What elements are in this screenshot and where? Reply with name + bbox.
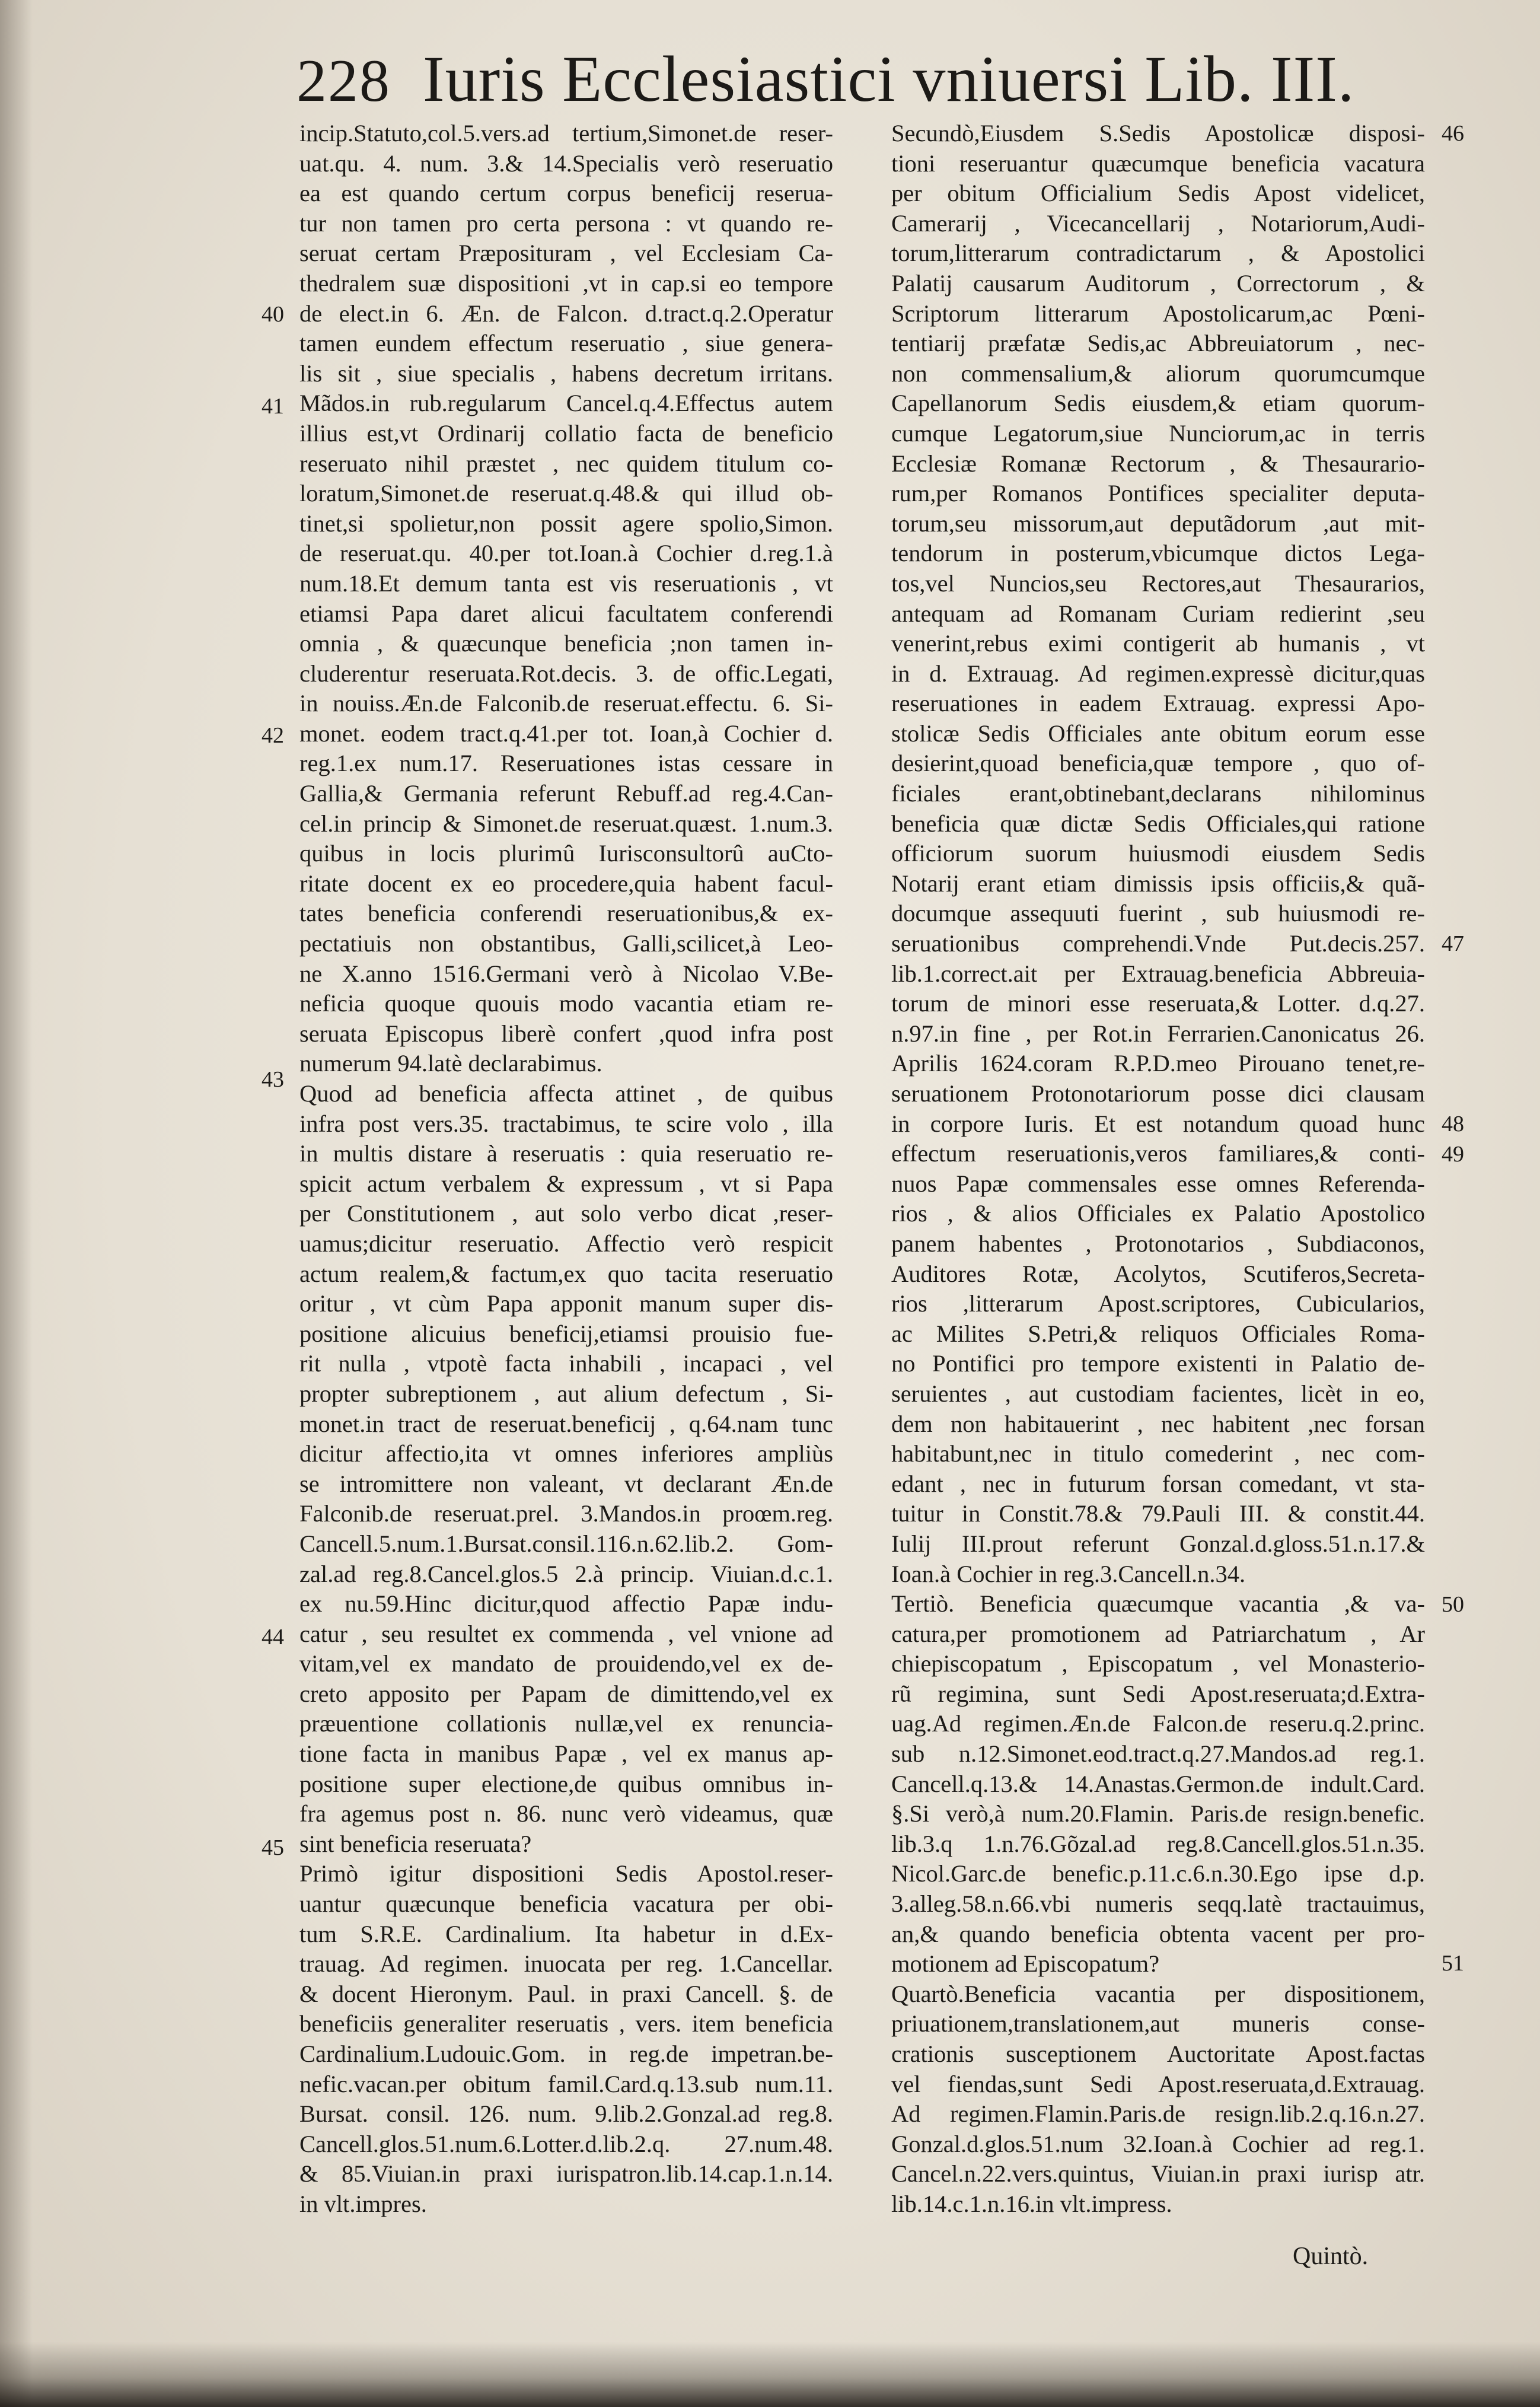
text-line: Ecclesiæ Romanæ Rectorum , & Thesaurario- bbox=[891, 450, 1425, 477]
text-line: monet. eodem tract.q.41.per tot. Ioan,à Cochier d. bbox=[299, 719, 833, 747]
text-line: Quod ad beneficia affecta attinet , de quibus bbox=[299, 1080, 833, 1107]
text-line: zal.ad reg.8.Cancel.glos.5 2.à princip. Viuian.d.c.1. bbox=[299, 1560, 833, 1587]
margin-number: 48 bbox=[1442, 1112, 1464, 1136]
text-line: pectatiuis non obstantibus, Galli,scilicet,à Leo- bbox=[299, 930, 833, 957]
margin-number: 44 bbox=[262, 1625, 284, 1650]
text-line: oritur , vt cùm Papa apponit manum super dis- bbox=[299, 1290, 833, 1317]
text-line: tendorum in posterum,vbicumque dictos Lega- bbox=[891, 540, 1425, 567]
text-line: Cancell.glos.51.num.6.Lotter.d.lib.2.q. 27.num.48. bbox=[299, 2130, 833, 2157]
text-line: spicit actum verbalem & expressum , vt si Papa bbox=[299, 1170, 833, 1197]
text-line: reseruato nihil præstet , nec quidem titulum co- bbox=[299, 450, 833, 477]
text-line: ea est quando certum corpus beneficij reserua- bbox=[299, 180, 833, 207]
text-line: uamus;dicitur reseruatio. Affectio verò respicit bbox=[299, 1230, 833, 1257]
text-line: an,& quando beneficia obtenta vacent per pro- bbox=[891, 1920, 1425, 1947]
page-gutter-shadow bbox=[0, 0, 33, 2407]
text-line: & 85.Viuian.in praxi iurispatron.lib.14.cap.1.n.14. bbox=[299, 2160, 833, 2188]
text-line: tioni reseruantur quæcumque beneficia vacatura bbox=[891, 149, 1425, 177]
text-line: loratum,Simonet.de reseruat.q.48.& qui illud ob- bbox=[299, 480, 833, 507]
text-line: Nicol.Garc.de benefic.p.11.c.6.n.30.Ego ipse d.p. bbox=[891, 1860, 1425, 1887]
text-line: officiorum suorum huiusmodi eiusdem Sedis bbox=[891, 840, 1425, 867]
text-line: §.Si verò,à num.20.Flamin. Paris.de resign.benefic. bbox=[891, 1800, 1425, 1827]
text-line: rit nulla , vtpotè facta inhabili , incapaci , vel bbox=[299, 1350, 833, 1377]
text-line: Iulij III.prout referunt Gonzal.d.gloss.51.n.17.& bbox=[891, 1530, 1425, 1557]
text-line: per obitum Officialium Sedis Apost videlicet, bbox=[891, 180, 1425, 207]
text-line: nefic.vacan.per obitum famil.Card.q.13.sub num.11. bbox=[299, 2070, 833, 2097]
text-line: de elect.in 6. Æn. de Falcon. d.tract.q.2.Operatur bbox=[299, 300, 833, 327]
text-line: effectum reseruationis,veros familiares,& conti- bbox=[891, 1140, 1425, 1167]
text-line: beneficiis generaliter reseruatis , vers. item beneficia bbox=[299, 2010, 833, 2037]
text-line: propter subreptionem , aut alium defectum , Si- bbox=[299, 1380, 833, 1407]
text-line: Primò igitur dispositioni Sedis Apostol.reser- bbox=[299, 1860, 833, 1887]
text-line: positione alicuius beneficij,etiamsi prouisio fue- bbox=[299, 1320, 833, 1347]
text-line: rios ,litterarum Apost.scriptores, Cubicularios, bbox=[891, 1290, 1425, 1317]
text-line: & docent Hieronym. Paul. in praxi Cancell. §. de bbox=[299, 1980, 833, 2007]
text-line: uag.Ad regimen.Æn.de Falcon.de reseru.q.2.princ. bbox=[891, 1710, 1425, 1737]
left-text-column bbox=[299, 119, 833, 2220]
text-line: Tertiò. Beneficia quæcumque vacantia ,& va- bbox=[891, 1590, 1425, 1618]
text-line: tates beneficia conferendi reseruationibus,& ex- bbox=[299, 900, 833, 927]
text-line: Camerarij , Vicecancellarij , Notariorum,Audi- bbox=[891, 209, 1425, 237]
text-line: Cancel.n.22.vers.quintus, Viuian.in praxi iurisp atr. bbox=[891, 2160, 1425, 2188]
text-line: Notarij erant etiam dimissis ipsis officiis,& quã- bbox=[891, 870, 1425, 897]
text-line: priuationem,translationem,aut muneris conse- bbox=[891, 2010, 1425, 2037]
text-line: tuitur in Constit.78.& 79.Pauli III. & constit.44. bbox=[891, 1500, 1425, 1527]
text-line: dem non habitauerint , nec habitent ,nec forsan bbox=[891, 1410, 1425, 1437]
margin-number: 40 bbox=[262, 302, 284, 327]
margin-number: 50 bbox=[1442, 1592, 1464, 1617]
text-line: ritate docent ex eo procedere,quia habent facul- bbox=[299, 870, 833, 897]
text-line: thedralem suæ dispositioni ,vt in cap.si eo tempore bbox=[299, 269, 833, 297]
text-line: edant , nec in futurum forsan comedant, vt sta- bbox=[891, 1470, 1425, 1497]
text-line: in vlt.impres. bbox=[299, 2190, 427, 2217]
text-line: cel.in princip & Simonet.de reseruat.quæst. 1.num.3. bbox=[299, 810, 833, 837]
text-line: infra post vers.35. tractabimus, te scire volo , illa bbox=[299, 1110, 833, 1137]
right-text-column bbox=[891, 119, 1425, 2220]
page-header bbox=[296, 42, 1423, 113]
text-line: seruientes , aut custodiam facientes, licèt in eo, bbox=[891, 1380, 1425, 1407]
text-line: antequam ad Romanam Curiam redierint ,seu bbox=[891, 600, 1425, 627]
text-line: catur , seu resultet ex commenda , vel vnione ad bbox=[299, 1620, 833, 1647]
text-line: Bursat. consil. 126. num. 9.lib.2.Gonzal.ad reg.8. bbox=[299, 2100, 833, 2128]
text-line: ne X.anno 1516.Germani verò à Nicolao V.Be- bbox=[299, 960, 833, 987]
text-line: lis sit , siue specialis , habens decretum irritans. bbox=[299, 359, 833, 387]
margin-number: 45 bbox=[262, 1835, 284, 1860]
text-line: seruationem Protonotariorum posse dici clausam bbox=[891, 1080, 1425, 1107]
text-line: Quartò.Beneficia vacantia per dispositionem, bbox=[891, 1980, 1425, 2007]
text-line: fra agemus post n. 86. nunc verò videamus, quæ bbox=[299, 1800, 833, 1827]
text-line: uat.qu. 4. num. 3.& 14.Specialis verò reseruatio bbox=[299, 149, 833, 177]
text-line: lib.14.c.1.n.16.in vlt.impress. bbox=[891, 2190, 1172, 2217]
text-line: sint beneficia reseruata? bbox=[299, 1830, 532, 1857]
text-line: panem habentes , Protonotarios , Subdiaconos, bbox=[891, 1230, 1425, 1257]
text-line: seruationibus comprehendi.Vnde Put.decis.257. bbox=[891, 930, 1425, 957]
text-line: tur non tamen pro certa persona : vt quando re- bbox=[299, 209, 833, 237]
text-line: vel fiendas,sunt Sedi Apost.reseruata,d.Extrauag. bbox=[891, 2070, 1425, 2097]
text-line: etiamsi Papa daret alicui facultatem conferendi bbox=[299, 600, 833, 627]
text-line: Mãdos.in rub.regularum Cancel.q.4.Effectus autem bbox=[299, 390, 833, 417]
text-line: rios , & alios Officiales ex Palatio Apostolico bbox=[891, 1200, 1425, 1227]
text-line: præuentione collationis nullæ,vel ex renuncia- bbox=[299, 1710, 833, 1737]
text-line: positione super electione,de quibus omnibus in- bbox=[299, 1770, 833, 1797]
text-line: Capellanorum Sedis eiusdem,& etiam quorum- bbox=[891, 390, 1425, 417]
text-line: ficiales erant,obtinebant,declarans nihilominus bbox=[891, 780, 1425, 807]
text-line: tos,vel Nuncios,seu Rectores,aut Thesaurarios, bbox=[891, 569, 1425, 597]
text-line: sub n.12.Simonet.eod.tract.q.27.Mandos.ad reg.1. bbox=[891, 1740, 1425, 1768]
text-line: tinet,si spolietur,non possit agere spolio,Simon. bbox=[299, 510, 833, 537]
text-line: incip.Statuto,col.5.vers.ad tertium,Simonet.de reser- bbox=[299, 120, 833, 147]
text-line: actum realem,& factum,ex quo tacita reseruatio bbox=[299, 1260, 833, 1287]
text-line: reseruationes in eadem Extrauag. expressi Apo- bbox=[891, 690, 1425, 717]
text-line: in multis distare à reseruatis : quia reseruatio re- bbox=[299, 1140, 833, 1167]
text-line: Scriptorum litterarum Apostolicarum,ac Pœni- bbox=[891, 300, 1425, 327]
text-line: catura,per promotionem ad Patriarchatum , Ar bbox=[891, 1620, 1425, 1647]
running-title: Iuris Ecclesiastici vniuersi Lib. III. bbox=[423, 43, 1355, 115]
text-line: lib.1.correct.ait per Extrauag.beneficia Abbreuia- bbox=[891, 960, 1425, 987]
text-line: in nouiss.Æn.de Falconib.de reseruat.effectu. 6. Si- bbox=[299, 690, 833, 717]
page-number: 228 bbox=[296, 47, 391, 114]
text-line: Cancell.q.13.& 14.Anastas.Germon.de indult.Card. bbox=[891, 1770, 1425, 1797]
text-line: reg.1.ex num.17. Reseruationes istas cessare in bbox=[299, 750, 833, 777]
text-line: cluderentur reseruata.Rot.decis. 3. de offic.Legati, bbox=[299, 660, 833, 687]
text-line: uantur quæcunque beneficia vacatura per obi- bbox=[299, 1890, 833, 1918]
text-line: crationis susceptionem Auctoritate Apost.factas bbox=[891, 2040, 1425, 2067]
text-line: nuos Papæ commensales esse omnes Referenda- bbox=[891, 1170, 1425, 1197]
text-line: Palatij causarum Auditorum , Correctorum , & bbox=[891, 269, 1425, 297]
text-line: tione facta in manibus Papæ , vel ex manus ap- bbox=[299, 1740, 833, 1768]
text-line: seruat certam Præposituram , vel Ecclesiam Ca- bbox=[299, 240, 833, 267]
text-line: lib.3.q 1.n.76.Gõzal.ad reg.8.Cancell.glos.51.n.35. bbox=[891, 1830, 1425, 1857]
text-line: torum,seu missorum,aut deputãdorum ,aut mit- bbox=[891, 510, 1425, 537]
text-line: per Constitutionem , aut solo verbo dicat ,reser- bbox=[299, 1200, 833, 1227]
text-line: documque assequuti fuerint , sub huiusmodi re- bbox=[891, 900, 1425, 927]
text-line: in d. Extrauag. Ad regimen.expressè dicitur,quas bbox=[891, 660, 1425, 687]
text-line: venerint,rebus eximi contigerit ab humanis , vt bbox=[891, 630, 1425, 657]
text-line: Ioan.à Cochier in reg.3.Cancell.n.34. bbox=[891, 1560, 1246, 1587]
text-line: n.97.in fine , per Rot.in Ferrarien.Canonicatus 26. bbox=[891, 1020, 1425, 1047]
text-line: desierint,quoad beneficia,quæ tempore , quo of- bbox=[891, 750, 1425, 777]
text-line: de reseruat.qu. 40.per tot.Ioan.à Cochier d.reg.1.à bbox=[299, 540, 833, 567]
text-line: illius est,vt Ordinarij collatio facta de beneficio bbox=[299, 419, 833, 447]
text-line: Cardinalium.Ludouic.Gom. in reg.de impetran.be- bbox=[299, 2040, 833, 2067]
text-line: chiepiscopatum , Episcopatum , vel Monasterio- bbox=[891, 1650, 1425, 1677]
text-line: creto apposito per Papam de dimittendo,vel ex bbox=[299, 1680, 833, 1707]
text-line: se intromittere non valeant, vt declarant Æn.de bbox=[299, 1470, 833, 1497]
text-line: num.18.Et demum tanta est vis reseruationis , vt bbox=[299, 569, 833, 597]
text-line: ac Milites S.Petri,& reliquos Officiales Roma- bbox=[891, 1320, 1425, 1347]
text-line: quibus in locis plurimû Iurisconsultorû auCto- bbox=[299, 840, 833, 867]
text-line: omnia , & quæcunque beneficia ;non tamen in- bbox=[299, 630, 833, 657]
text-line: cumque Legatorum,siue Nunciorum,ac in terris bbox=[891, 419, 1425, 447]
text-line: Falconib.de reseruat.prel. 3.Mandos.in proœm.reg. bbox=[299, 1500, 833, 1527]
text-line: torum de minori esse reseruata,& Lotter. d.q.27. bbox=[891, 990, 1425, 1017]
text-line: Ad regimen.Flamin.Paris.de resign.lib.2.q.16.n.27. bbox=[891, 2100, 1425, 2128]
text-line: no Pontifici pro tempore existenti in Palatio de- bbox=[891, 1350, 1425, 1377]
text-line: in corpore Iuris. Et est notandum quoad hunc bbox=[891, 1110, 1425, 1137]
text-line: tamen eundem effectum reseruatio , siue genera- bbox=[299, 330, 833, 357]
margin-number: 49 bbox=[1442, 1142, 1464, 1167]
margin-number: 47 bbox=[1442, 931, 1464, 956]
text-line: rũ regimina, sunt Sedi Apost.reseruata;d.Extra- bbox=[891, 1680, 1425, 1707]
text-line: ex nu.59.Hinc dicitur,quod affectio Papæ indu- bbox=[299, 1590, 833, 1618]
text-line: Auditores Rotæ, Acolytos, Scutiferos,Secreta- bbox=[891, 1260, 1425, 1287]
text-line: motionem ad Episcopatum? bbox=[891, 1950, 1160, 1978]
margin-number: 51 bbox=[1442, 1951, 1464, 1976]
text-line: beneficia quæ dictæ Sedis Officiales,qui ratione bbox=[891, 810, 1425, 837]
margin-number: 46 bbox=[1442, 121, 1464, 146]
text-line: dicitur affectio,ita vt omnes inferiores ampliùs bbox=[299, 1440, 833, 1467]
text-line: tum S.R.E. Cardinalium. Ita habetur in d.Ex- bbox=[299, 1920, 833, 1947]
text-line: trauag. Ad regimen. inuocata per reg. 1.Cancellar. bbox=[299, 1950, 833, 1978]
text-line: monet.in tract de reseruat.beneficij , q.64.nam tunc bbox=[299, 1410, 833, 1437]
text-line: rum,per Romanos Pontifices specialiter deputa- bbox=[891, 480, 1425, 507]
text-line: numerum 94.latè declarabimus. bbox=[299, 1050, 602, 1077]
margin-number: 43 bbox=[262, 1067, 284, 1092]
text-line: Aprilis 1624.coram R.P.D.meo Pirouano tenet,re- bbox=[891, 1050, 1425, 1077]
text-line: habitabunt,nec in titulo comederint , nec com- bbox=[891, 1440, 1425, 1467]
text-line: Gallia,& Germania referunt Rebuff.ad reg.4.Can- bbox=[299, 780, 833, 807]
text-line: tentiarij præfatæ Sedis,ac Abbreuiatorum , nec- bbox=[891, 330, 1425, 357]
text-line: vitam,vel ex mandato de prouidendo,vel ex de- bbox=[299, 1650, 833, 1677]
catchword: Quintò. bbox=[1293, 2243, 1369, 2270]
margin-number: 42 bbox=[262, 723, 284, 748]
text-line: Secundò,Eiusdem S.Sedis Apostolicæ disposi- bbox=[891, 120, 1425, 147]
text-line: Cancell.5.num.1.Bursat.consil.116.n.62.lib.2. Gom- bbox=[299, 1530, 833, 1557]
text-line: non commensalium,& aliorum quorumcumque bbox=[891, 359, 1425, 387]
text-line: seruata Episcopus liberè confert ,quod infra post bbox=[299, 1020, 833, 1047]
text-line: Gonzal.d.glos.51.num 32.Ioan.à Cochier ad reg.1. bbox=[891, 2130, 1425, 2157]
text-line: 3.alleg.58.n.66.vbi numeris seqq.latè tractauimus, bbox=[891, 1890, 1425, 1918]
text-line: torum,litterarum contradictarum , & Apostolici bbox=[891, 240, 1425, 267]
text-line: stolicæ Sedis Officiales ante obitum eorum esse bbox=[891, 719, 1425, 747]
margin-number: 41 bbox=[262, 394, 284, 419]
text-line: neficia quoque quouis modo vacantia etiam re- bbox=[299, 990, 833, 1017]
